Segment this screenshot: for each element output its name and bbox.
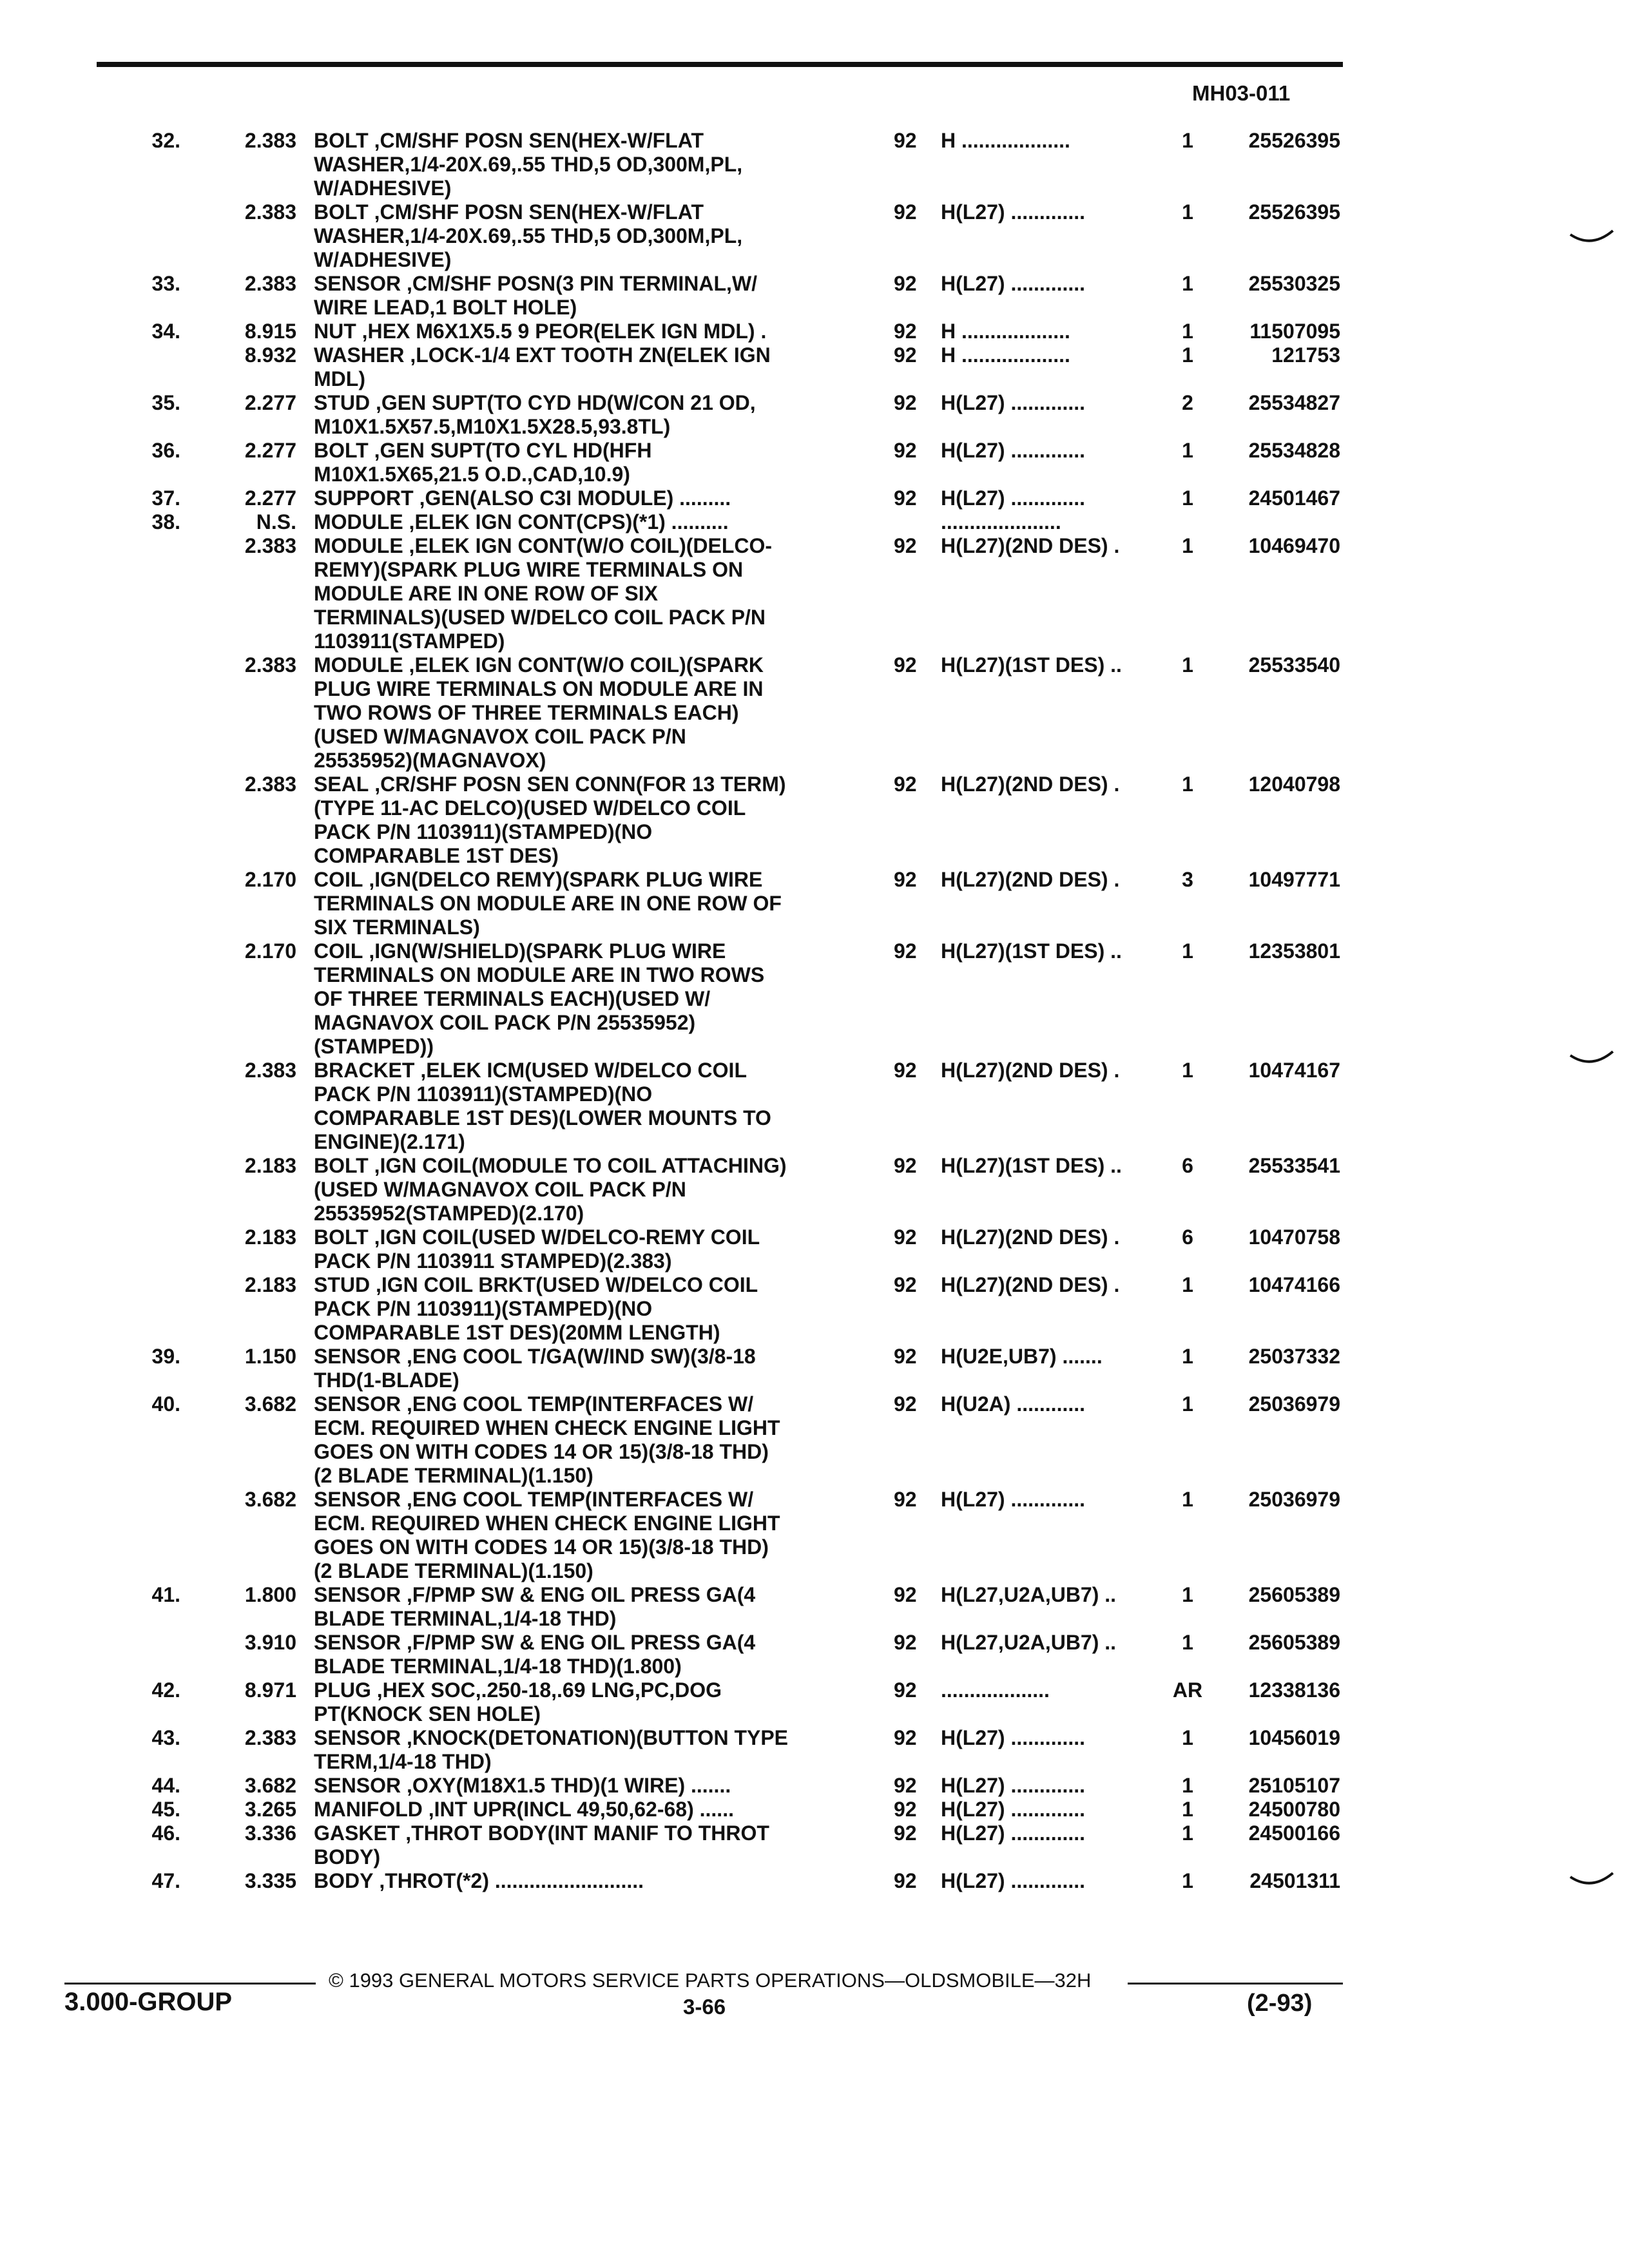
model-code: H(U2E,UB7) ....... — [941, 1345, 1103, 1368]
part-name: WASHER — [314, 343, 405, 367]
group-number: 8.971 — [244, 1678, 296, 1702]
part-row — [0, 1678, 1629, 1726]
model-code: H(L27)(1ST DES) .. — [941, 653, 1122, 677]
group-number: 3.265 — [244, 1798, 296, 1821]
part-number: 25036979 — [1248, 1488, 1340, 1511]
model-code: H(L27) ............. — [941, 1488, 1086, 1511]
model-code: H(L27) ............. — [941, 439, 1086, 462]
part-number: 25526395 — [1248, 200, 1340, 224]
footer-rule-right — [1128, 1983, 1343, 1984]
part-name: COIL — [314, 868, 363, 891]
part-name: BOLT — [314, 1225, 369, 1249]
part-details: ,THROT(*2) .......................... — [373, 1869, 644, 1892]
group-label: 3.000-GROUP — [64, 1988, 233, 2016]
copyright-text: © 1993 GENERAL MOTORS SERVICE PARTS OPERATIONS—OLDSMOBILE—32H — [329, 1969, 1092, 1992]
item-number: 46. — [151, 1821, 180, 1845]
part-description — [314, 510, 868, 534]
group-number: 3.682 — [244, 1774, 296, 1797]
item-number: 36. — [151, 439, 180, 462]
part-row — [0, 1225, 1629, 1273]
group-number: 2.383 — [244, 272, 296, 295]
quantity: 1 — [1182, 773, 1193, 796]
model-code: H(L27,U2A,UB7) .. — [941, 1583, 1117, 1606]
group-number: 1.150 — [244, 1345, 296, 1368]
part-details: ,LOCK-1/4 EXT TOOTH ZN(ELEK IGN MDL) — [314, 343, 771, 390]
part-name: SENSOR — [314, 1631, 401, 1654]
model-code: H(L27) ............. — [941, 391, 1086, 414]
group-number: 2.277 — [244, 439, 296, 462]
item-number: 39. — [151, 1345, 180, 1368]
quantity: 1 — [1182, 1059, 1193, 1082]
model-year: 92 — [894, 200, 917, 224]
part-details: ,CM/SHF POSN SEN(HEX-W/FLAT WASHER,1/4-20X.69,.55 THD,5 OD,300M,PL, W/ADHESIVE) — [314, 129, 743, 200]
model-year: 92 — [894, 1154, 917, 1177]
model-code: H(L27) ............. — [941, 486, 1086, 510]
part-description — [314, 1583, 868, 1631]
group-number: 3.682 — [244, 1488, 296, 1511]
part-description — [314, 1059, 868, 1154]
model-year: 92 — [894, 1631, 917, 1654]
revision-date: (2-93) — [1247, 1990, 1313, 2017]
quantity: 1 — [1182, 486, 1193, 510]
model-year: 92 — [894, 320, 917, 343]
quantity: 1 — [1182, 1798, 1193, 1821]
model-year: 92 — [894, 868, 917, 891]
part-details: ,GEN(ALSO C3I MODULE) ......... — [413, 486, 731, 510]
part-description — [314, 1273, 868, 1345]
part-details: ,IGN COIL(USED W/DELCO-REMY COIL PACK P/N 1103911 STAMPED)(2.383) — [314, 1225, 760, 1273]
part-number: 24500166 — [1248, 1821, 1340, 1845]
part-description — [314, 391, 868, 439]
item-number: 33. — [151, 272, 180, 295]
part-row — [0, 1273, 1629, 1345]
group-number: 3.910 — [244, 1631, 296, 1654]
part-description — [314, 200, 868, 272]
part-description — [314, 1392, 868, 1488]
quantity: 1 — [1182, 1392, 1193, 1416]
model-year: 92 — [894, 653, 917, 677]
part-description — [314, 343, 868, 391]
part-row — [0, 653, 1629, 773]
group-number: 2.383 — [244, 200, 296, 224]
model-year: 92 — [894, 1488, 917, 1511]
part-name: SENSOR — [314, 1392, 401, 1416]
item-number: 43. — [151, 1726, 180, 1749]
quantity: 1 — [1182, 939, 1193, 963]
group-number: 2.277 — [244, 486, 296, 510]
part-details: ,GEN SUPT(TO CYD HD(W/CON 21 OD, M10X1.5X57.5,M10X1.5X28.5,93.8TL) — [314, 391, 756, 438]
part-name: SENSOR — [314, 1345, 401, 1368]
part-description — [314, 939, 868, 1059]
part-row — [0, 1798, 1629, 1821]
model-code: ..................... — [941, 510, 1061, 533]
quantity: 1 — [1182, 1774, 1193, 1797]
part-details: ,ELEK IGN CONT(W/O COIL)(SPARK PLUG WIRE TERMINALS ON MODULE ARE IN TWO ROWS OF THREE TERMINALS EACH) (USED W/MAGNAVOX COIL PACK P/N 25535952)(MAGNAVOX) — [314, 653, 764, 772]
model-year: 92 — [894, 773, 917, 796]
model-year: 92 — [894, 343, 917, 367]
model-code: H(L27) ............. — [941, 1798, 1086, 1821]
part-name: BOLT — [314, 439, 369, 462]
quantity: 1 — [1182, 129, 1193, 152]
quantity: 1 — [1182, 439, 1193, 462]
model-year: 92 — [894, 1798, 917, 1821]
model-code: H(L27) ............. — [941, 1774, 1086, 1797]
part-description — [314, 129, 868, 200]
group-number: 2.170 — [244, 939, 296, 963]
item-number: 35. — [151, 391, 180, 414]
quantity: 1 — [1182, 272, 1193, 295]
model-code: H(L27)(1ST DES) .. — [941, 939, 1122, 963]
part-details: ,ELEK IGN CONT(CPS)(*1) .......... — [403, 510, 729, 533]
item-number: 41. — [151, 1583, 180, 1606]
part-number: 12353801 — [1248, 939, 1340, 963]
model-code: H ................... — [941, 343, 1070, 367]
model-code: H ................... — [941, 320, 1070, 343]
part-details: ,KNOCK(DETONATION)(BUTTON TYPE TERM,1/4-18 THD) — [314, 1726, 789, 1773]
model-code: H(L27)(2ND DES) . — [941, 1225, 1120, 1249]
part-description — [314, 1154, 868, 1225]
part-row — [0, 773, 1629, 868]
part-details: ,GEN SUPT(TO CYL HD(HFH M10X1.5X65,21.5 O.D.,CAD,10.9) — [314, 439, 652, 486]
part-number: 25036979 — [1248, 1392, 1340, 1416]
quantity: 1 — [1182, 1273, 1193, 1296]
model-year: 92 — [894, 486, 917, 510]
model-code: H(L27)(2ND DES) . — [941, 868, 1120, 891]
quantity: 1 — [1182, 1869, 1193, 1892]
item-number: 47. — [151, 1869, 180, 1892]
part-number: 25530325 — [1248, 272, 1340, 295]
quantity: 1 — [1182, 1488, 1193, 1511]
part-description — [314, 1631, 868, 1678]
tick-mark-icon — [1569, 1050, 1614, 1070]
page-number: 3-66 — [683, 1995, 726, 2019]
model-code: H(U2A) ............ — [941, 1392, 1086, 1416]
model-code: H(L27)(2ND DES) . — [941, 534, 1120, 557]
model-code: ................... — [941, 1678, 1050, 1702]
model-year: 92 — [894, 129, 917, 152]
part-row — [0, 391, 1629, 439]
quantity: 1 — [1182, 1345, 1193, 1368]
part-number: 24501311 — [1249, 1869, 1340, 1892]
group-number: N.S. — [256, 510, 296, 533]
part-row — [0, 439, 1629, 486]
model-code: H(L27)(2ND DES) . — [941, 1059, 1120, 1082]
part-description — [314, 320, 868, 343]
part-details: ,CM/SHF POSN SEN(HEX-W/FLAT WASHER,1/4-20X.69,.55 THD,5 OD,300M,PL, W/ADHESIVE) — [314, 200, 743, 271]
model-year: 92 — [894, 939, 917, 963]
part-number: 25605389 — [1248, 1631, 1340, 1654]
item-number: 45. — [151, 1798, 180, 1821]
part-number: 10469470 — [1248, 534, 1340, 557]
model-year: 92 — [894, 1225, 917, 1249]
footer-rule-left — [64, 1983, 316, 1984]
part-row — [0, 1154, 1629, 1225]
model-year: 92 — [894, 439, 917, 462]
part-name: SENSOR — [314, 1488, 401, 1511]
model-year: 92 — [894, 1059, 917, 1082]
part-number: 10497771 — [1248, 868, 1340, 891]
part-number: 10470758 — [1248, 1225, 1340, 1249]
model-year: 92 — [894, 1273, 917, 1296]
part-row — [0, 1345, 1629, 1392]
model-code: H(L27)(1ST DES) .. — [941, 1154, 1122, 1177]
part-name: BRACKET — [314, 1059, 415, 1082]
model-year: 92 — [894, 1345, 917, 1368]
part-row — [0, 320, 1629, 343]
group-number: 2.383 — [244, 1726, 296, 1749]
part-name: SENSOR — [314, 1726, 401, 1749]
part-details: ,F/PMP SW & ENG OIL PRESS GA(4 BLADE TERMINAL,1/4-18 THD) — [314, 1583, 756, 1630]
group-number: 2.383 — [244, 1059, 296, 1082]
part-details: ,IGN(W/SHIELD)(SPARK PLUG WIRE TERMINALS ON MODULE ARE IN TWO ROWS OF THREE TERMINALS EACH)(USED W/ MAGNAVOX COIL PACK P/N 25535952) (STAMPED)) — [314, 939, 765, 1058]
part-description — [314, 1774, 868, 1798]
part-row — [0, 1392, 1629, 1488]
part-description — [314, 773, 868, 868]
item-number: 44. — [151, 1774, 180, 1797]
part-name: SENSOR — [314, 1774, 401, 1797]
group-number: 2.183 — [244, 1154, 296, 1177]
part-details: ,ELEK ICM(USED W/DELCO COIL PACK P/N 1103911)(STAMPED)(NO COMPARABLE 1ST DES)(LOWER MOUNTS TO ENGINE)(2.171) — [314, 1059, 771, 1153]
model-year: 92 — [894, 534, 917, 557]
top-rule — [97, 62, 1343, 67]
quantity: 1 — [1182, 1726, 1193, 1749]
part-description — [314, 1488, 868, 1583]
part-row — [0, 1631, 1629, 1678]
model-code: H(L27)(2ND DES) . — [941, 773, 1120, 796]
part-description — [314, 486, 868, 510]
part-number: 25605389 — [1248, 1583, 1340, 1606]
item-number: 40. — [151, 1392, 180, 1416]
part-row — [0, 510, 1629, 534]
part-number: 121753 — [1271, 343, 1340, 367]
part-details: ,F/PMP SW & ENG OIL PRESS GA(4 BLADE TERMINAL,1/4-18 THD)(1.800) — [314, 1631, 756, 1678]
part-name: BOLT — [314, 1154, 369, 1177]
item-number: 32. — [151, 129, 180, 152]
group-number: 3.335 — [244, 1869, 296, 1892]
quantity: 1 — [1182, 534, 1193, 557]
part-description — [314, 1225, 868, 1273]
part-row — [0, 534, 1629, 653]
part-row — [0, 343, 1629, 391]
part-details: ,OXY(M18X1.5 THD)(1 WIRE) ....... — [401, 1774, 731, 1797]
part-row — [0, 129, 1629, 200]
group-number: 2.170 — [244, 868, 296, 891]
model-year: 92 — [894, 1774, 917, 1797]
part-description — [314, 868, 868, 939]
part-name: NUT — [314, 320, 356, 343]
part-row — [0, 868, 1629, 939]
tick-mark-icon — [1569, 229, 1614, 249]
part-description — [314, 1821, 868, 1869]
part-row — [0, 1583, 1629, 1631]
part-row — [0, 200, 1629, 272]
part-name: STUD — [314, 391, 371, 414]
parts-list — [0, 129, 1629, 1893]
quantity: 1 — [1182, 343, 1193, 367]
part-name: MODULE — [314, 653, 403, 677]
part-number: 25526395 — [1248, 129, 1340, 152]
part-row — [0, 1726, 1629, 1774]
part-details: ,IGN COIL BRKT(USED W/DELCO COIL PACK P/N 1103911)(STAMPED)(NO COMPARABLE 1ST DES)(20MM LENGTH) — [314, 1273, 758, 1344]
part-description — [314, 439, 868, 486]
part-number: 25105107 — [1248, 1774, 1340, 1797]
item-number: 34. — [151, 320, 180, 343]
item-number: 38. — [151, 510, 180, 533]
model-code: H(L27) ............. — [941, 1821, 1086, 1845]
model-year: 92 — [894, 1583, 917, 1606]
part-number: 24501467 — [1248, 486, 1340, 510]
part-details: ,THROT BODY(INT MANIF TO THROT BODY) — [314, 1821, 769, 1869]
part-name: BOLT — [314, 200, 369, 224]
page-code: MH03-011 — [1192, 81, 1291, 105]
model-code: H(L27) ............. — [941, 1869, 1086, 1892]
part-name: PLUG — [314, 1678, 371, 1702]
model-year: 92 — [894, 1726, 917, 1749]
group-number: 2.277 — [244, 391, 296, 414]
quantity: 1 — [1182, 200, 1193, 224]
model-year: 92 — [894, 1678, 917, 1702]
model-year: 92 — [894, 391, 917, 414]
group-number: 3.336 — [244, 1821, 296, 1845]
model-year: 92 — [894, 272, 917, 295]
group-number: 2.383 — [244, 129, 296, 152]
part-details: ,IGN(DELCO REMY)(SPARK PLUG WIRE TERMINALS ON MODULE ARE IN ONE ROW OF SIX TERMINALS) — [314, 868, 782, 939]
part-name: BOLT — [314, 129, 369, 152]
quantity: 6 — [1182, 1154, 1193, 1177]
part-row — [0, 486, 1629, 510]
model-code: H ................... — [941, 129, 1070, 152]
part-name: MANIFOLD — [314, 1798, 423, 1821]
part-row — [0, 1821, 1629, 1869]
quantity: 3 — [1182, 868, 1193, 891]
part-details: ,ELEK IGN CONT(W/O COIL)(DELCO- REMY)(SPARK PLUG WIRE TERMINALS ON MODULE ARE IN ONE ROW OF SIX TERMINALS)(USED W/DELCO COIL PACK P/N 1103911(STAMPED) — [314, 534, 773, 653]
part-description — [314, 1726, 868, 1774]
part-number: 25533540 — [1248, 653, 1340, 677]
group-number: 2.383 — [244, 534, 296, 557]
model-code: H(L27) ............. — [941, 1726, 1086, 1749]
group-number: 2.383 — [244, 773, 296, 796]
group-number: 2.183 — [244, 1273, 296, 1296]
part-number: 25534828 — [1248, 439, 1340, 462]
part-description — [314, 272, 868, 320]
quantity: 6 — [1182, 1225, 1193, 1249]
part-row — [0, 1488, 1629, 1583]
part-name: MODULE — [314, 534, 403, 557]
group-number: 8.932 — [244, 343, 296, 367]
quantity: 1 — [1182, 1821, 1193, 1845]
model-year: 92 — [894, 1869, 917, 1892]
part-row — [0, 939, 1629, 1059]
part-number: 25037332 — [1248, 1345, 1340, 1368]
tick-mark-icon — [1569, 1872, 1614, 1891]
part-details: ,CR/SHF POSN SEN CONN(FOR 13 TERM) (TYPE 11-AC DELCO)(USED W/DELCO COIL PACK P/N 1103911)(STAMPED)(NO COMPARABLE 1ST DES) — [314, 773, 786, 867]
part-details: ,HEX SOC,.250-18,.69 LNG,PC,DOG PT(KNOCK SEN HOLE) — [314, 1678, 722, 1725]
part-description — [314, 1678, 868, 1726]
part-description — [314, 653, 868, 773]
part-name: BODY — [314, 1869, 374, 1892]
item-number: 42. — [151, 1678, 180, 1702]
part-description — [314, 1798, 868, 1821]
part-name: SEAL — [314, 773, 369, 796]
model-code: H(L27)(2ND DES) . — [941, 1273, 1120, 1296]
part-number: 10474166 — [1248, 1273, 1340, 1296]
part-name: SUPPORT — [314, 486, 414, 510]
part-number: 25533541 — [1248, 1154, 1340, 1177]
part-number: 24500780 — [1248, 1798, 1340, 1821]
part-number: 11507095 — [1249, 320, 1340, 343]
quantity: 1 — [1182, 1583, 1193, 1606]
model-year: 92 — [894, 1392, 917, 1416]
group-number: 8.915 — [244, 320, 296, 343]
part-details: ,ENG COOL TEMP(INTERFACES W/ ECM. REQUIRED WHEN CHECK ENGINE LIGHT GOES ON WITH CODES 14 OR 15)(3/8-18 THD) (2 BLADE TERMINAL)(1.150) — [314, 1392, 780, 1487]
part-number: 25534827 — [1248, 391, 1340, 414]
part-name: COIL — [314, 939, 363, 963]
group-number: 2.183 — [244, 1225, 296, 1249]
model-code: H(L27,U2A,UB7) .. — [941, 1631, 1117, 1654]
part-name: GASKET — [314, 1821, 400, 1845]
part-row — [0, 1774, 1629, 1798]
quantity: 1 — [1182, 653, 1193, 677]
model-code: H(L27) ............. — [941, 200, 1086, 224]
quantity: AR — [1172, 1678, 1203, 1702]
part-row — [0, 1869, 1629, 1893]
part-description — [314, 534, 868, 653]
part-name: MODULE — [314, 510, 403, 533]
part-row — [0, 1059, 1629, 1154]
quantity: 1 — [1182, 320, 1193, 343]
model-code: H(L27) ............. — [941, 272, 1086, 295]
quantity: 1 — [1182, 1631, 1193, 1654]
part-name: STUD — [314, 1273, 371, 1296]
group-number: 3.682 — [244, 1392, 296, 1416]
part-details: ,CM/SHF POSN(3 PIN TERMINAL,W/ WIRE LEAD,1 BOLT HOLE) — [314, 272, 758, 319]
part-details: ,ENG COOL TEMP(INTERFACES W/ ECM. REQUIRED WHEN CHECK ENGINE LIGHT GOES ON WITH CODES 14 OR 15)(3/8-18 THD) (2 BLADE TERMINAL)(1.150) — [314, 1488, 780, 1582]
part-number: 12338136 — [1248, 1678, 1340, 1702]
group-number: 2.383 — [244, 653, 296, 677]
part-details: ,INT UPR(INCL 49,50,62-68) ...... — [422, 1798, 734, 1821]
model-year: 92 — [894, 1821, 917, 1845]
part-number: 10474167 — [1248, 1059, 1340, 1082]
part-name: SENSOR — [314, 1583, 401, 1606]
part-description — [314, 1869, 868, 1893]
part-details: ,IGN COIL(MODULE TO COIL ATTACHING) (USED W/MAGNAVOX COIL PACK P/N 25535952(STAMPED)(2.170) — [314, 1154, 787, 1225]
part-details: ,HEX M6X1X5.5 9 PEOR(ELEK IGN MDL) . — [356, 320, 767, 343]
part-number: 12040798 — [1248, 773, 1340, 796]
part-number: 10456019 — [1248, 1726, 1340, 1749]
part-name: SENSOR — [314, 272, 401, 295]
item-number: 37. — [151, 486, 180, 510]
part-description — [314, 1345, 868, 1392]
quantity: 2 — [1182, 391, 1193, 414]
part-details: ,ENG COOL T/GA(W/IND SW)(3/8-18 THD(1-BLADE) — [314, 1345, 756, 1392]
group-number: 1.800 — [244, 1583, 296, 1606]
part-row — [0, 272, 1629, 320]
